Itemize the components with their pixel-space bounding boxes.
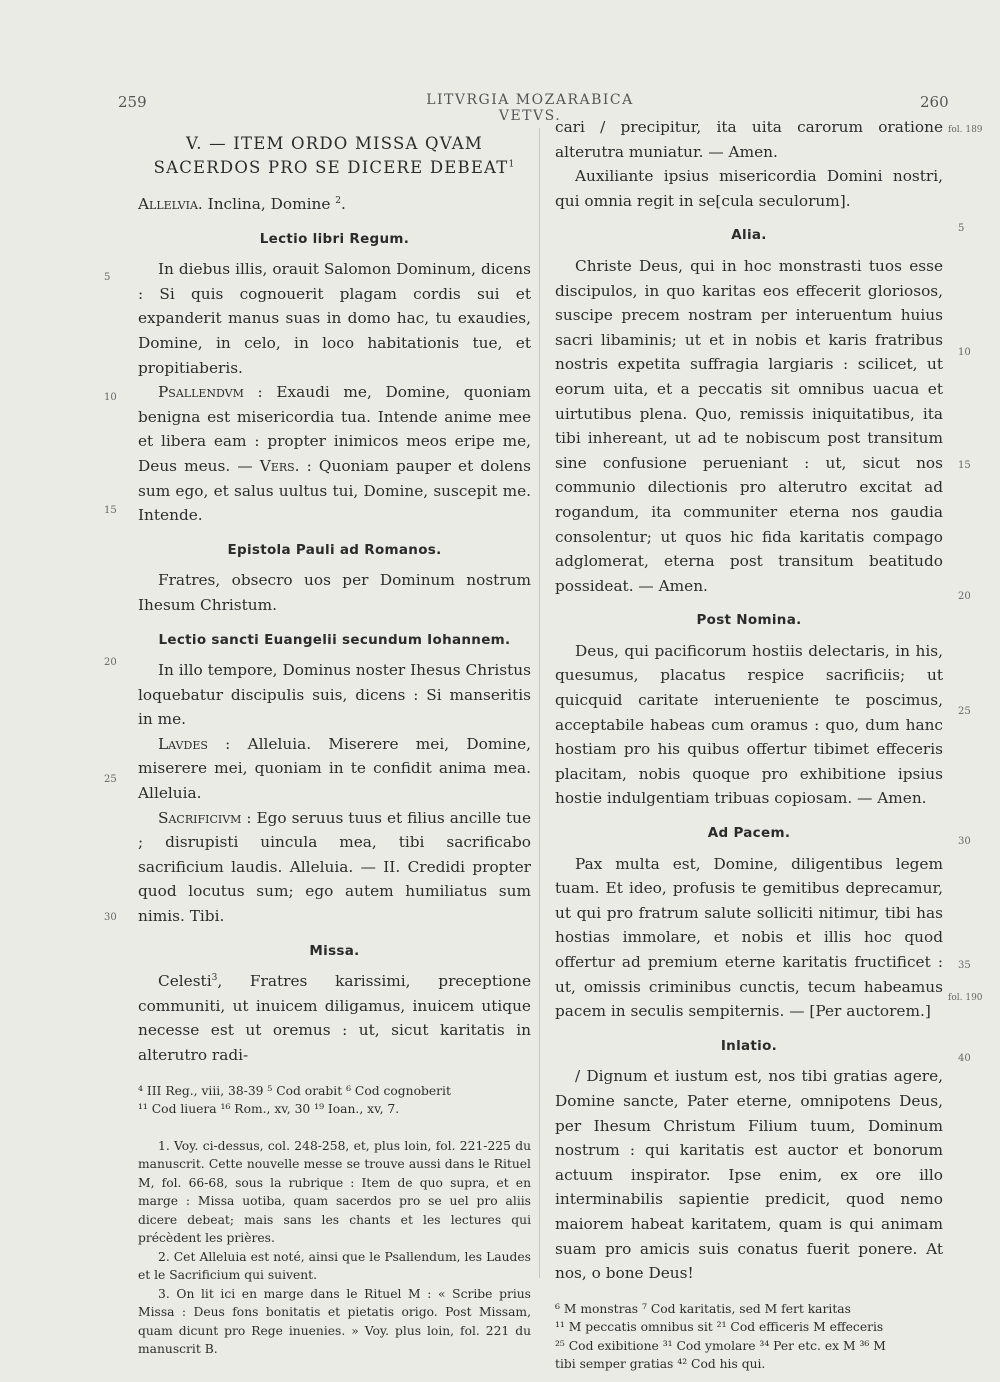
heading-evangelium: Lectio sancti Euangelii secundum Iohannem. bbox=[158, 631, 511, 648]
paragraph: / Dignum et iustum est, nos tibi gratias agere, Domine sancte, Pater eterne, omnipotens Deus, per Ihesum Christum Filium tuum, Dominum nostrum : qui karitatis est auctor et bonorum actuum inspirator. Ipse enim, ex ore illo interminabilis sapientie predicit, quod nemo maiorem habeat karitatem, quam is qui animam suam pro amicis suis conatus fuerit ponere. At nos, o bone Deus! bbox=[555, 1067, 943, 1283]
line-number: 10 bbox=[104, 392, 117, 403]
line-number: 5 bbox=[958, 223, 965, 234]
line-number: 25 bbox=[104, 774, 117, 785]
column-divider bbox=[539, 128, 540, 1278]
left-column bbox=[138, 132, 531, 1359]
variant-notes: ⁶ M monstras ⁷ Cod karitatis, sed M fert karitas ¹¹ M peccatis omnibus sit ²¹ Cod efficeris M effeceris ²⁵ Cod exibitione ³¹ Cod ymolare ³⁴ Per etc. ex M ³⁶ M tibi semper gratias ⁴² Cod his qui. bbox=[555, 1301, 886, 1372]
paragraph: In diebus illis, orauit Salomon Dominum, dicens : Si quis cognouerit plagam cordis sui et expanderit manus suas in domo hac, tu exaudies, Domine, in celo, in loco habitationis tue, et propitiaberis. bbox=[138, 260, 531, 377]
paragraph: In illo tempore, Dominus noster Ihesus Christus loquebatur discipulis suis, dicens : Si manseritis in me. bbox=[138, 661, 531, 729]
heading-ad-pacem: Ad Pacem. bbox=[707, 825, 791, 842]
psallendum-paragraph: Psallendvm : Exaudi me, Domine, quoniam benigna est misericordia tua. Intende anime mee et libera eam : propter inimicos meos eripe me, Deus meus. — Vers. : Quoniam pauper et dolens sum ego, et salus uultus tui, Domine, suscepit me. Intende. bbox=[138, 383, 531, 525]
footnotes bbox=[138, 1137, 531, 1359]
paragraph: Pax multa est, Domine, diligentibus legem tuam. Et ideo, profusis te gemitibus deprecamur, ut qui pro fratrum salute solliciti nitimur, tibi has hostias immolare, et nobis et illis hoc quod offertur ad premium eterne karitatis fructificet : ut, omissis criminibus cunctis, tecum habeamus pacem in seculis sempiternis. — [Per auctorem.] bbox=[555, 854, 943, 1021]
paragraph: cari / precipitur, ita uita carorum oratione alterutra muniatur. — Amen. bbox=[555, 118, 943, 161]
left-page-number: 259 bbox=[118, 93, 147, 111]
folio-marker: fol. 189 bbox=[948, 125, 983, 135]
running-title: LITVRGIA MOZARABICA VETVS. bbox=[426, 92, 634, 124]
line-number: 30 bbox=[958, 836, 971, 847]
line-number: 20 bbox=[958, 591, 971, 602]
footnote: 2. Cet Alleluia est noté, ainsi que le Psallendum, les Laudes et le Sacrificium qui suivent. bbox=[138, 1249, 531, 1283]
line-number: 30 bbox=[104, 912, 117, 923]
right-page-number: 260 bbox=[920, 93, 949, 111]
line-number: 20 bbox=[104, 657, 117, 668]
paragraph: Christe Deus, qui in hoc monstrasti tuos esse discipulos, in quo karitas eos effecerit gloriosos, suscipe precem nostram per interuentum huius sacri libaminis; ut et in nobis et karis fratribus nostris expetita suffragia largiaris : scilicet, ut eorum uita, et a peccatis sit omnibus uacua et uirtutibus plena. Quo, remissis iniquitatibus, ita tibi inhereant, ut ad te nobiscum post transitum sine confusione perueniant : ut, sicut nos communio dilectionis pro alterutro excitat ad rogandum, ita communiter eterna nos gaudia consolentur; ut quos hic fida karitatis compago adglomerat, eterna post transitum beatitudo possideat. — Amen. bbox=[555, 256, 943, 595]
section-title: V. — ITEM ORDO MISSA QVAM SACERDOS PRO SE DICERE DEBEAT$^1$ bbox=[153, 134, 516, 177]
variant-notes: ⁴ III Reg., viii, 38-39 ⁵ Cod orabit ⁶ Cod cognoberit ¹¹ Cod liuera ¹⁶ Rom., xv, 30 ¹⁹ Ioan., xv, 7. bbox=[138, 1083, 451, 1117]
line-number: 15 bbox=[958, 460, 971, 471]
paragraph: Deus, qui pacificorum hostiis delectaris, in his, quesumus, placatus respice sacrificiis; ut quicquid caritate interueniente te poscimus, acceptabile habeas cum oramus : quo, dum hanc hostiam pro his quibus offertur tibimet effeceris placitam, nobis quoque pro exhibitione ipsius hostie indulgentiam tribuas copiosam. — Amen. bbox=[555, 641, 943, 808]
footnote: 1. Voy. ci-dessus, col. 248-258, et, plus loin, fol. 221-225 du manuscrit. Cette nouvelle messe se trouve aussi dans le Rituel M, fol. 66-68, sous la rubrique : Item de quo supra, et en marge : Missa uotiba, quam sacerdos pro se uel pro aliis dicere debeat; mais sans les chants et les lectures qui précèdent les prières. bbox=[138, 1138, 531, 1246]
laudes-paragraph: Lavdes : Alleluia. Miserere mei, Domine, miserere mei, quoniam in te confidit anima mea. Alleluia. bbox=[138, 734, 531, 803]
line-number: 25 bbox=[958, 706, 971, 717]
line-number: 10 bbox=[958, 347, 971, 358]
line-number: 15 bbox=[104, 505, 117, 516]
heading-missa: Missa. bbox=[309, 942, 360, 959]
line-number: 35 bbox=[958, 960, 971, 971]
allelvia-line: Allelvia. Inclina, Domine $^2$. bbox=[138, 195, 346, 213]
heading-inlatio: Inlatio. bbox=[720, 1037, 778, 1054]
heading-post-nomina: Post Nomina. bbox=[696, 612, 802, 629]
paragraph: Fratres, obsecro uos per Dominum nostrum Ihesum Christum. bbox=[138, 571, 531, 614]
footnote: 3. On lit ici en marge dans le Rituel M : « Scribe prius Missa : Deus fons bonitatis et pietatis origo. Post Missam, quam dicunt pro Rege inuenies. » Voy. plus loin, fol. 221 du manuscrit B. bbox=[138, 1286, 531, 1357]
right-column bbox=[555, 115, 943, 1374]
paragraph: Auxiliante ipsius misericordia Domini nostri, qui omnia regit in se[cula seculorum]. bbox=[555, 167, 943, 210]
folio-marker: fol. 190 bbox=[948, 993, 983, 1003]
heading-epistola: Epistola Pauli ad Romanos. bbox=[227, 541, 442, 558]
line-number: 5 bbox=[104, 272, 111, 283]
paragraph: Celesti$^3$, Fratres karissimi, preceptione communiti, ut inuicem diligamus, inuicem utique necesse est ut oremus : ut, sicut karitatis in alterutro radi- bbox=[138, 972, 531, 1064]
line-number: 40 bbox=[958, 1053, 971, 1064]
heading-lectio-regum: Lectio libri Regum. bbox=[259, 230, 410, 247]
sacrificium-paragraph: Sacrificivm : Ego seruus tuus et filius ancille tue ; disrupisti uincula mea, tibi sacrificabo sacrificium laudis. Alleluia. — II. Credidi propter quod locutus sum; ego autem humiliatus sum nimis. Tibi. bbox=[138, 808, 531, 926]
heading-alia: Alia. bbox=[731, 227, 767, 244]
